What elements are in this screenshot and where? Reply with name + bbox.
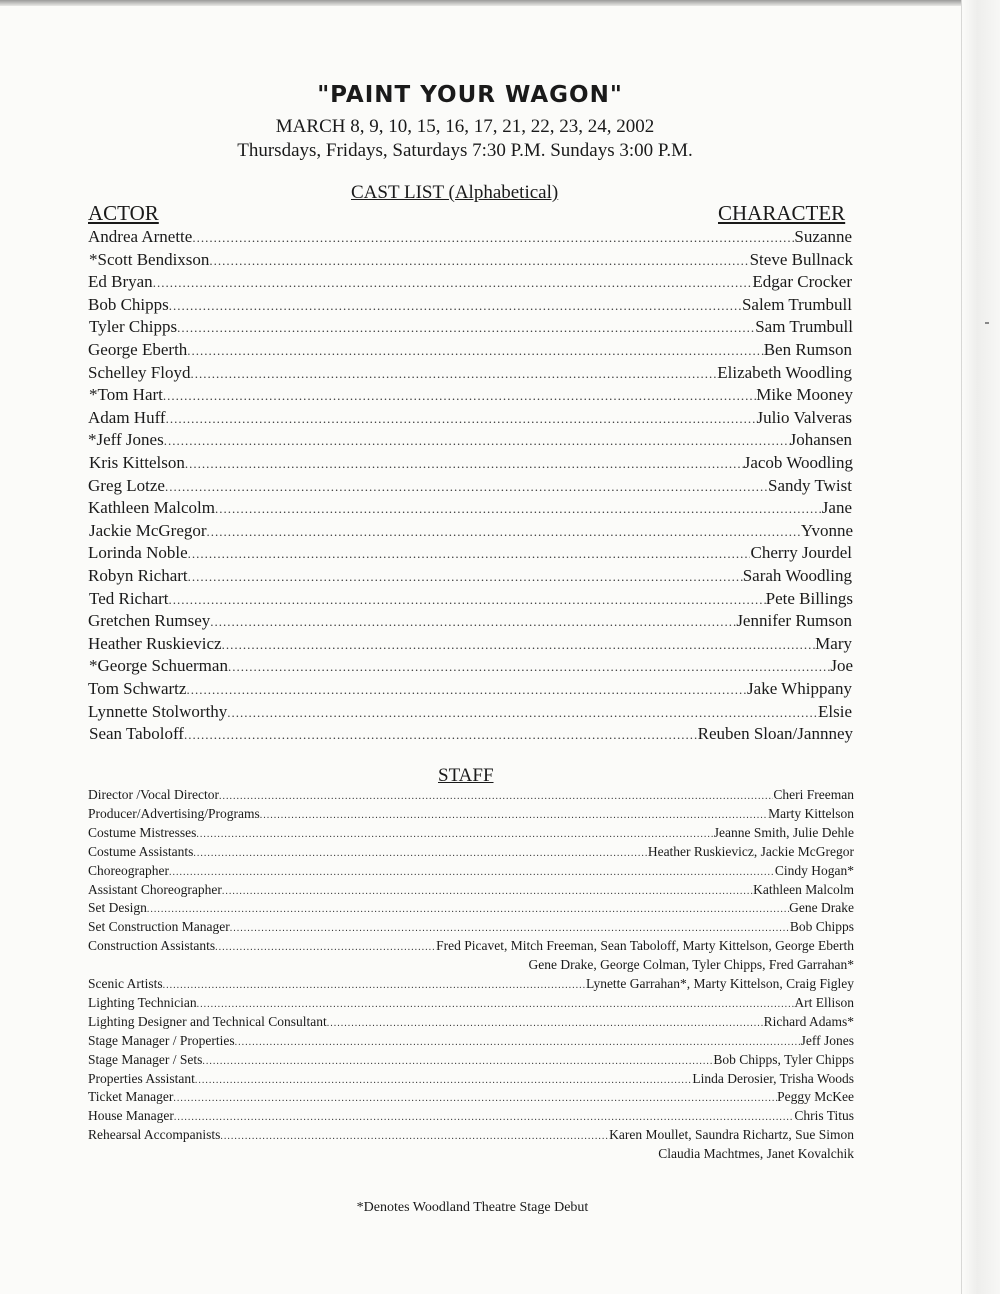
cast-row: [88, 679, 852, 701]
staff-name: Jeanne Smith, Julie Dehle: [713, 824, 854, 840]
cast-row: [89, 589, 853, 611]
dot-leader: [195, 1075, 693, 1086]
cast-list-heading: CAST LIST (Alphabetical): [351, 182, 559, 203]
staff-row: [88, 825, 854, 843]
staff-name: Cindy Hogan*: [774, 862, 854, 878]
staff-name: Marty Kittelson: [768, 805, 854, 821]
character-name: Pete Billings: [765, 588, 853, 608]
staff-role: Lighting Designer and Technical Consultant: [88, 1013, 327, 1029]
staff-name: Jeff Jones: [800, 1032, 854, 1048]
cast-row: [89, 521, 853, 543]
staff-role: House Manager: [88, 1108, 174, 1124]
character-name: Joe: [830, 656, 853, 676]
actor-name: Greg Lotze: [88, 475, 165, 495]
actor-name: Sean Taboloff: [89, 724, 184, 744]
staff-name: Kathleen Malcolm: [753, 881, 854, 897]
character-name: Jane: [821, 498, 852, 518]
character-name: Mike Mooney: [756, 385, 853, 405]
actor-name: Robyn Richart: [88, 566, 188, 585]
cast-row: [88, 408, 852, 430]
dot-leader: [227, 705, 818, 721]
dot-leader: [166, 411, 757, 427]
dot-leader: [230, 923, 790, 934]
dot-leader: [197, 999, 795, 1010]
staff-name-continued: Claudia Machtmes, Janet Kovalchik: [658, 1146, 854, 1162]
actor-name: Ted Richart: [89, 588, 169, 608]
actor-name: Lynnette Stolworthy: [88, 701, 228, 721]
dot-leader: [196, 829, 713, 840]
staff-role: Set Design: [88, 900, 147, 916]
actor-name: Kris Kittelson: [89, 453, 185, 472]
page-right-edge: [961, 0, 1000, 1294]
actor-name: Kathleen Malcolm: [88, 498, 215, 518]
dot-leader: [215, 942, 436, 953]
staff-name: Fred Picavet, Mitch Freeman, Sean Taboloff, Marty Kittelson, George Eberth: [436, 938, 854, 954]
staff-name: Karen Moullet, Saundra Richartz, Sue Simon: [609, 1127, 854, 1143]
cast-row: [88, 611, 852, 633]
character-name: Elsie: [818, 701, 852, 721]
character-name: Sandy Twist: [768, 475, 852, 495]
actor-column-header: ACTOR: [88, 201, 159, 225]
debut-footnote: *Denotes Woodland Theatre Stage Debut: [356, 1200, 589, 1215]
staff-row: [88, 1108, 854, 1126]
staff-row: [88, 1014, 854, 1032]
character-name: Julio Valveras: [756, 407, 852, 427]
dot-leader: [219, 791, 773, 802]
actor-name: Tyler Chipps: [89, 317, 178, 337]
dot-leader: [235, 1037, 801, 1048]
dot-leader: [184, 727, 698, 743]
dot-leader: [169, 592, 766, 608]
staff-row: [88, 900, 854, 918]
actor-name: Tom Schwartz: [88, 679, 187, 698]
staff-role: Director /Vocal Director: [88, 787, 219, 802]
staff-heading: STAFF: [438, 765, 494, 786]
staff-name: Heather Ruskievicz, Jackie McGregor: [647, 843, 854, 859]
actor-name: Lorinda Noble: [88, 543, 188, 563]
character-name: Edgar Crocker: [752, 272, 852, 292]
cast-row: [89, 656, 853, 678]
cast-row: [88, 430, 852, 452]
cast-row: [89, 385, 853, 407]
character-name: Sam Trumbull: [755, 317, 853, 337]
character-name: Steve Bullnack: [749, 249, 853, 269]
cast-row: [88, 498, 852, 520]
staff-role: Producer/Advertising/Programs: [88, 805, 260, 821]
staff-role: Costume Assistants: [88, 843, 194, 859]
staff-role: Assistant Choreographer: [88, 881, 222, 897]
dot-leader: [177, 320, 755, 336]
dot-leader: [186, 682, 747, 698]
dot-leader: [192, 230, 794, 246]
cast-row: [89, 453, 853, 475]
staff-row: [88, 1033, 854, 1051]
staff-role: Choreographer: [88, 862, 169, 878]
dot-leader: [173, 1093, 777, 1104]
dot-leader: [228, 659, 830, 675]
staff-role: Stage Manager / Properties: [88, 1032, 235, 1048]
dot-leader: [187, 343, 763, 359]
actor-name: *Scott Bendixson: [89, 249, 210, 269]
staff-role: Ticket Manager: [88, 1089, 174, 1105]
actor-name: Bob Chipps: [88, 294, 169, 314]
program-title: "PAINT YOUR WAGON": [317, 82, 623, 108]
cast-row: [88, 340, 852, 362]
staff-row: [88, 995, 854, 1013]
staff-role: Scenic Artists: [88, 976, 163, 991]
staff-name: Bob Chipps: [789, 919, 854, 935]
character-name: Jake Whippany: [747, 679, 852, 698]
actor-name: *Tom Hart: [89, 385, 163, 405]
staff-name: Peggy McKee: [777, 1089, 854, 1105]
cast-row: [88, 363, 852, 385]
actor-name: Adam Huff: [88, 407, 166, 427]
dot-leader: [210, 614, 736, 630]
cast-row: [89, 317, 853, 339]
staff-row: [88, 1089, 854, 1107]
dot-leader: [190, 366, 717, 382]
character-name: Johansen: [789, 430, 852, 450]
cast-row: [88, 295, 852, 317]
dot-leader: [163, 980, 586, 991]
dot-leader: [165, 479, 768, 495]
character-name: Cherry Jourdel: [750, 543, 852, 563]
staff-role: Construction Assistants: [88, 938, 216, 954]
dot-leader: [220, 1131, 609, 1142]
staff-row: [88, 1071, 854, 1089]
character-name: Salem Trumbull: [741, 294, 852, 314]
performance-dates: MARCH 8, 9, 10, 15, 16, 17, 21, 22, 23, 24, 2002: [275, 116, 655, 137]
cast-row: [88, 702, 852, 724]
dot-leader: [260, 810, 768, 821]
performance-times: Thursdays, Fridays, Saturdays 7:30 P.M. Sundays 3:00 P.M.: [237, 140, 693, 161]
actor-name: Heather Ruskievicz: [88, 633, 222, 653]
character-name: Sarah Woodling: [742, 566, 852, 585]
dot-leader: [153, 275, 753, 291]
character-name: Yvonne: [800, 520, 853, 540]
staff-role: Properties Assistant: [88, 1070, 195, 1086]
dot-leader: [222, 637, 816, 653]
staff-name: Gene Drake: [789, 900, 854, 916]
actor-name: Jackie McGregor: [89, 520, 207, 540]
character-name: Jennifer Rumson: [736, 611, 852, 631]
actor-name: *George Schuerman: [89, 656, 228, 676]
staff-name-continued: Gene Drake, George Colman, Tyler Chipps, Fred Garrahan*: [528, 957, 854, 973]
dot-leader: [147, 904, 789, 915]
cast-row: [88, 543, 852, 565]
dot-leader: [169, 298, 742, 314]
staff-name: Chris Titus: [794, 1108, 854, 1124]
staff-row: [88, 844, 854, 862]
staff-role: Stage Manager / Sets: [88, 1051, 203, 1067]
staff-name: Art Ellison: [794, 994, 854, 1010]
dot-leader: [207, 524, 801, 540]
actor-name: Schelley Floyd: [88, 362, 191, 382]
actor-name: Andrea Arnette: [88, 227, 193, 246]
cast-row: [88, 634, 852, 656]
dot-leader: [164, 433, 790, 449]
dot-leader: [193, 848, 647, 859]
staff-row: [88, 787, 854, 805]
staff-role: Rehearsal Accompanists: [88, 1127, 221, 1143]
cast-row: [89, 250, 853, 272]
staff-role: Costume Mistresses: [88, 824, 197, 840]
actor-name: George Eberth: [88, 340, 188, 359]
dot-leader: [169, 867, 775, 878]
character-name: Ben Rumson: [763, 340, 852, 359]
staff-row: [88, 882, 854, 900]
actor-name: *Jeff Jones: [88, 430, 164, 450]
character-name: Reuben Sloan/Jannney: [697, 724, 853, 744]
staff-row: [88, 1127, 854, 1145]
cast-row: [88, 272, 852, 294]
character-name: Mary: [815, 633, 852, 653]
staff-row: [88, 1052, 854, 1070]
staff-row: [88, 938, 854, 956]
staff-name: Lynette Garrahan*, Marty Kittelson, Craig Figley: [585, 976, 854, 991]
staff-row: [88, 863, 854, 881]
actor-name: Ed Bryan: [88, 272, 153, 292]
cast-row: [88, 227, 852, 249]
actor-name: Gretchen Rumsey: [88, 611, 211, 631]
character-name: Jacob Woodling: [743, 453, 853, 472]
dot-leader: [215, 501, 822, 517]
dot-leader: [222, 886, 753, 897]
staff-name: Bob Chipps, Tyler Chipps: [713, 1051, 854, 1067]
dot-leader: [188, 569, 743, 585]
staff-name: Cheri Freeman: [773, 787, 854, 802]
staff-name: Richard Adams*: [763, 1013, 854, 1029]
dot-leader: [202, 1056, 713, 1067]
cast-row: [88, 476, 852, 498]
staff-row: [88, 806, 854, 824]
dot-leader: [185, 456, 744, 472]
cast-row: [88, 566, 852, 588]
dot-leader: [209, 253, 749, 269]
character-column-header: CHARACTER: [718, 201, 846, 225]
dot-leader: [327, 1018, 764, 1029]
character-name: Suzanne: [794, 227, 852, 246]
dot-leader: [188, 546, 751, 562]
page-top-edge: [0, 0, 1000, 6]
staff-row: [88, 976, 854, 994]
staff-role: Lighting Technician: [88, 994, 197, 1010]
character-name: Elizabeth Woodling: [717, 362, 852, 382]
cast-row: [89, 724, 853, 746]
staff-name: Linda Derosier, Trisha Woods: [692, 1070, 854, 1086]
paper-speck: [985, 322, 989, 324]
staff-row: [88, 919, 854, 937]
dot-leader: [163, 388, 756, 404]
staff-role: Set Construction Manager: [88, 919, 230, 935]
dot-leader: [174, 1112, 794, 1123]
